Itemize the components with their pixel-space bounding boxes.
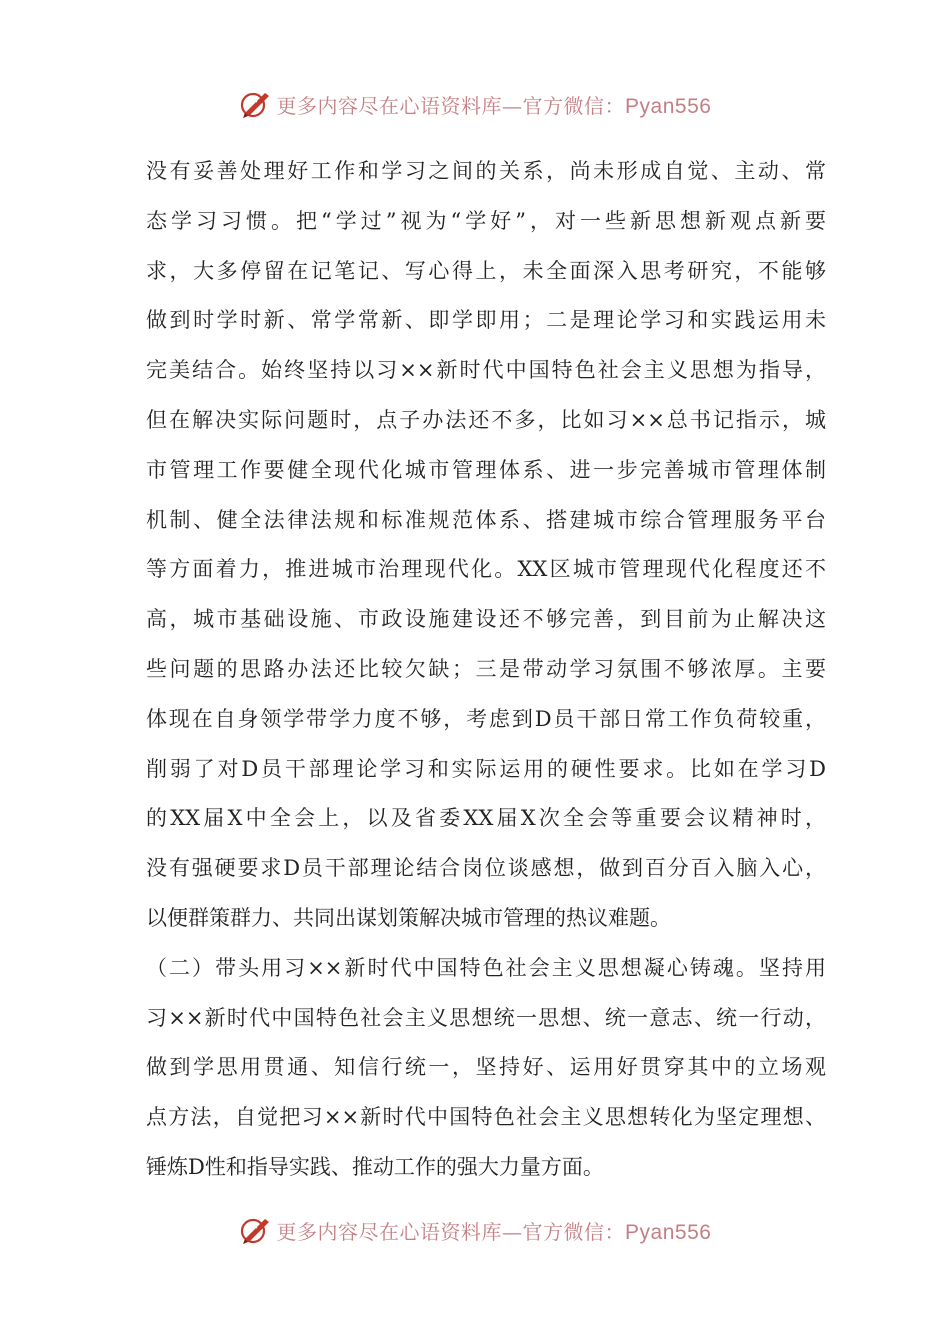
body-line: 求，大多停留在记笔记、写心得上，未全面深入思考研究，不能够 (146, 258, 826, 283)
body-line: 市管理工作要健全现代化城市管理体系、进一步完善城市管理体制 (146, 457, 826, 482)
body-line: 等方面着力，推进城市治理现代化。XX区城市管理现代化程度还不 (146, 557, 826, 582)
header-watermark-banner (0, 84, 950, 124)
body-line: 以便群策群力、共同出谋划策解决城市管理的热议难题。 (146, 905, 671, 930)
body-line: 的XX届X中全会上，以及省委XX届X次全会等重要会议精神时， (146, 806, 826, 831)
body-line: 高，城市基础设施、市政设施建设还不够完善，到目前为止解决这 (146, 607, 826, 632)
header-banner-text: 更多内容尽在心语资料库—官方微信：Pyan556 (276, 93, 712, 118)
pen-logo-icon (239, 87, 273, 121)
body-line: 削弱了对D员干部理论学习和实际运用的硬性要求。比如在学习D (146, 756, 826, 781)
body-line: 习××新时代中国特色社会主义思想统一思想、统一意志、统一行动， (146, 1005, 826, 1030)
section-heading-line: （二）带头用习××新时代中国特色社会主义思想凝心铸魂。坚持用 (146, 955, 826, 980)
body-line: 做到时学时新、常学常新、即学即用；二是理论学习和实践运用未 (146, 308, 826, 333)
body-line: 锤炼D性和指导实践、推动工作的强大力量方面。 (146, 1154, 604, 1179)
body-line: 没有妥善处理好工作和学习之间的关系，尚未形成自觉、主动、常 (146, 159, 826, 183)
body-line: 态学习习惯。把“学过”视为“学好”，对一些新思想新观点新要 (146, 208, 826, 233)
document-body (146, 147, 826, 1193)
footer-banner-text: 更多内容尽在心语资料库—官方微信：Pyan556 (276, 1219, 712, 1244)
footer-watermark-banner (0, 1210, 950, 1250)
body-line: 做到学思用贯通、知信行统一，坚持好、运用好贯穿其中的立场观 (146, 1055, 826, 1080)
pen-logo-icon (239, 1213, 273, 1247)
body-line: 点方法，自觉把习××新时代中国特色社会主义思想转化为坚定理想、 (146, 1105, 826, 1130)
body-line: 没有强硬要求D员干部理论结合岗位谈感想，做到百分百入脑入心， (146, 856, 826, 881)
body-line: 完美结合。始终坚持以习××新时代中国特色社会主义思想为指导， (146, 358, 826, 383)
body-line: 机制、健全法律法规和标准规范体系、搭建城市综合管理服务平台 (146, 507, 826, 532)
header-wechat-handle: Pyan556 (625, 94, 712, 118)
body-line: 但在解决实际问题时，点子办法还不多，比如习××总书记指示，城 (146, 407, 826, 432)
body-line: 体现在自身领学带学力度不够，考虑到D员干部日常工作负荷较重， (146, 706, 826, 731)
footer-wechat-handle: Pyan556 (625, 1220, 712, 1244)
body-line: 些问题的思路办法还比较欠缺；三是带动学习氛围不够浓厚。主要 (146, 656, 826, 681)
